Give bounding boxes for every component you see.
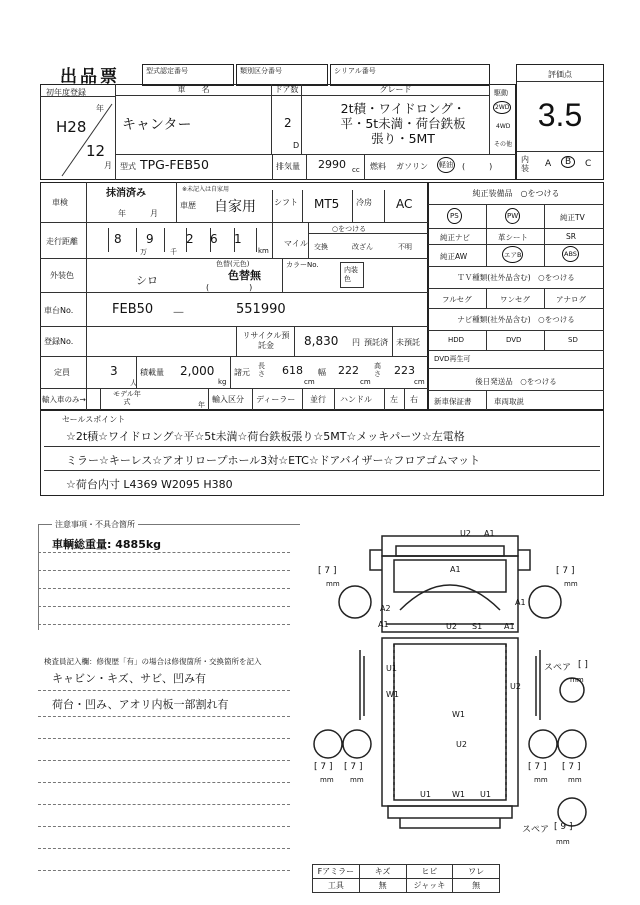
spare-value-1: [ ] — [578, 660, 588, 670]
legend-value: 工具 — [313, 879, 360, 893]
year-suffix: 年 — [96, 104, 104, 113]
recycle-label: リサイクル預託金 — [242, 331, 290, 350]
height-label: 高さ — [374, 362, 381, 378]
equip-tv: 純正TV — [560, 213, 585, 222]
drive-2wd: 2WD — [493, 101, 511, 114]
mileage-digit: 2 — [186, 232, 194, 246]
height-unit: cm — [414, 378, 425, 386]
doors-value: 2 — [284, 116, 292, 130]
equip-ps: PS — [447, 208, 462, 224]
shift-label: シフト — [274, 198, 298, 207]
model-cert-box — [142, 64, 234, 86]
sales-point-line-2: ミラー☆キーレス☆アオリロープホール3対☆ETC☆ドアバイザー☆フロアゴムマット — [66, 454, 481, 467]
sales-point-line-3: ☆荷台内寸 L4369 W2095 H380 — [66, 478, 233, 491]
spare-label-1: スペア — [544, 663, 572, 673]
drive-other: その他 — [494, 141, 513, 148]
cargo-bed — [382, 638, 518, 806]
tread-unit: mm — [570, 676, 584, 684]
serial-number-label: シリアル番号 — [334, 67, 376, 75]
history-value: 自家用 — [214, 199, 256, 215]
diag-bed-u2-center: U2 — [456, 740, 467, 749]
diag-top-a1: A1 — [484, 529, 495, 538]
diag-cab-a1: A1 — [450, 565, 461, 574]
grade-text — [318, 101, 488, 146]
load-value: 2,000 — [180, 364, 215, 378]
tread-front-right: [ 7 ] — [556, 566, 575, 576]
diag-cab-a2: A2 — [380, 604, 391, 613]
mileage-unit: km — [258, 247, 269, 255]
dims-label: 諸元 — [234, 368, 250, 377]
rear-left-wheel-outer — [314, 730, 342, 758]
fuel-diesel: 軽油 — [437, 157, 455, 173]
handle-right: 右 — [410, 395, 418, 404]
tread-unit: mm — [534, 776, 548, 784]
drive-4wd: 4WD — [496, 123, 511, 130]
tv-title: ＴＶ種類(社外品含む) ○をつける — [457, 273, 575, 282]
height-value: 223 — [394, 364, 415, 377]
color-change-original: ( ) — [206, 283, 253, 292]
legend-value: ジャッキ — [406, 879, 453, 893]
score-label: 評価点 — [548, 70, 572, 79]
ac-label: 冷房 — [356, 198, 372, 207]
first-reg-label: 初年度登録 — [46, 88, 86, 97]
load-label: 積載量 — [140, 368, 164, 377]
mileage-label: 走行距離 — [46, 237, 78, 246]
inspector-line-1: キャビン・キズ、サビ、凹み有 — [52, 672, 206, 685]
diag-bed-u1-rear-right: U1 — [480, 790, 491, 799]
length-unit: cm — [304, 378, 315, 386]
import-label: 輸入車のみ→ — [42, 395, 86, 404]
spare-label-2: スペア — [522, 825, 550, 835]
mileage-man: 万 — [140, 248, 147, 256]
spare-value-2: [ 9 ] — [554, 822, 573, 832]
equipment-title: 純正装備品 ○をつける — [472, 189, 560, 198]
first-reg-month: 12 — [86, 142, 106, 160]
equip-navi: 純正ナビ — [440, 233, 470, 242]
import-division-label: 輸入区分 — [212, 395, 244, 404]
diag-bed-u1-rear: U1 — [420, 790, 431, 799]
grade-line-3: 張り・5MT — [371, 131, 435, 146]
equip-leather: 革シート — [498, 233, 528, 242]
history-note: ※未記入は自家用 — [182, 186, 230, 193]
interior-b: B — [561, 156, 575, 168]
tv-fullseg: フルセグ — [442, 295, 472, 304]
chassis-prefix: FEB50 — [112, 302, 154, 317]
rear-right-wheel-inner — [529, 730, 557, 758]
recycle-unit: 円 — [352, 338, 360, 347]
capacity-value: 3 — [110, 364, 118, 378]
length-label: 長さ — [258, 362, 265, 378]
interior-color-label: 内装色 — [344, 266, 358, 283]
equip-aw: 純正AW — [440, 252, 468, 261]
inspector-label: 検査員記入欄：修復歴「有」の場合は修復箇所・交換箇所を記入 — [44, 657, 262, 666]
width-unit: cm — [360, 378, 371, 386]
legend-table — [312, 864, 500, 893]
ac-value: AC — [396, 197, 413, 211]
model-year-label: モデル年式 — [113, 390, 141, 406]
tread-rear-right-inner: [ 7 ] — [528, 762, 547, 772]
recycle-deposited: 預託済 — [364, 338, 388, 347]
diag-cab-a1-rear: A1 — [504, 622, 515, 631]
equip-abs: ABS — [562, 246, 579, 262]
meter-note: ○をつける — [332, 225, 367, 233]
diag-cab-u2: U2 — [446, 622, 457, 631]
gross-vehicle-weight: 車輌総重量: 4885kg — [52, 538, 162, 551]
width-value: 222 — [338, 364, 359, 377]
displacement-unit: cc — [352, 166, 360, 174]
rear-left-wheel-inner — [343, 730, 371, 758]
handle-left: 左 — [390, 395, 398, 404]
model-label: 型式 — [120, 162, 136, 171]
fuel-other: ( ) — [462, 162, 493, 171]
tread-unit: mm — [556, 838, 570, 846]
sales-point-line-1: ☆2t積☆ワイドロング☆平☆5t未満☆荷台鉄板張り☆5MT☆メッキパーツ☆左電格 — [66, 430, 465, 443]
inspection-date: 年 月 — [118, 209, 158, 218]
load-unit: kg — [218, 378, 227, 386]
exterior-color-label: 外装色 — [50, 271, 74, 280]
fuel-gasoline: ガソリン — [396, 162, 428, 171]
recycle-not-deposited: 未預託 — [396, 338, 420, 347]
reg-no-label: 登録No. — [44, 337, 74, 346]
tread-rear-right-outer: [ 7 ] — [562, 762, 581, 772]
dealer-label: ディーラー — [256, 395, 296, 404]
navi-sd: SD — [568, 336, 578, 344]
first-reg-year: H28 — [56, 118, 87, 136]
history-label: 車歴 — [180, 201, 196, 210]
inspection-value: 抹消済み — [106, 188, 146, 199]
after-warranty: 新車保証書 — [434, 397, 472, 406]
grade-label: グレード — [302, 84, 490, 96]
capacity-unit: 人 — [130, 379, 137, 387]
navi-hdd: HDD — [448, 336, 465, 344]
serial-number-box — [330, 64, 490, 86]
width-label: 幅 — [318, 368, 326, 377]
tread-front-left: [ 7 ] — [318, 566, 337, 576]
tv-oneseg: ワンセグ — [500, 295, 530, 304]
car-name: キャンター — [122, 117, 192, 133]
class-number-label: 類別区分番号 — [240, 67, 282, 75]
model-cert-label: 型式認定番号 — [146, 67, 188, 75]
legend-header: Fアミラー — [313, 865, 360, 879]
length-value: 618 — [282, 364, 303, 377]
equip-sr: SR — [566, 232, 576, 241]
mileage-digit: 9 — [146, 232, 154, 246]
tread-unit: mm — [568, 776, 582, 784]
diag-cab-left-a1: A1 — [378, 620, 389, 629]
mileage-digit: 8 — [114, 232, 122, 246]
grade-line-1: 2t積・ワイドロング・ — [340, 101, 466, 116]
class-number-box — [236, 64, 328, 86]
inspector-line-2: 荷台・凹み、アオリ内板一部割れ有 — [52, 698, 229, 711]
tread-unit: mm — [350, 776, 364, 784]
navi-dvd: DVD — [506, 336, 522, 344]
interior-a: A — [545, 159, 552, 169]
legend-value: 無 — [359, 879, 406, 893]
chassis-dash: － — [172, 306, 186, 321]
color-no-label: カラーNo. — [286, 261, 319, 269]
after-manual: 車両取説 — [494, 397, 524, 406]
rear-bumper — [388, 806, 512, 818]
diag-bed-u1-left: U1 — [386, 664, 397, 673]
interior-c: C — [585, 159, 592, 169]
notes-label: 注意事項・不具合箇所 — [52, 519, 138, 530]
mileage-sen: 千 — [170, 248, 177, 256]
legend-value: 無 — [453, 879, 500, 893]
color-change-value: 色替無 — [228, 269, 261, 282]
shift-value: MT5 — [314, 197, 340, 211]
fuel-label: 燃料 — [370, 162, 386, 171]
model-value: TPG-FEB50 — [140, 157, 209, 172]
model-year-unit: 年 — [198, 401, 205, 409]
navi-title: ナビ種類(社外品含む) ○をつける — [457, 315, 575, 324]
legend-header: ヒビ — [406, 865, 453, 879]
tread-unit: mm — [320, 776, 334, 784]
score-box — [516, 64, 604, 180]
displacement-label: 排気量 — [276, 162, 300, 171]
mileage-digit: 1 — [234, 232, 242, 246]
diag-bed-w1-rear: W1 — [452, 790, 465, 799]
chassis-label: 車台No. — [44, 306, 74, 315]
equip-pw: PW — [505, 208, 520, 224]
tread-rear-left-outer: [ 7 ] — [314, 762, 333, 772]
meter-tampered: 改ざん — [352, 243, 373, 251]
mileage-digit: 6 — [210, 232, 218, 246]
form-title: 出品票 — [60, 67, 120, 87]
meter-label: マイル — [284, 239, 308, 248]
month-suffix: 月 — [104, 161, 112, 170]
rear-right-wheel-outer — [558, 730, 586, 758]
tread-unit: mm — [326, 580, 340, 588]
equip-airbag: エアB — [502, 246, 523, 263]
front-right-wheel — [529, 586, 561, 618]
inspection-label: 車検 — [52, 198, 68, 207]
after-ship-title: 後日発送品 ○をつける — [475, 377, 557, 386]
chassis-number: 551990 — [236, 302, 286, 317]
recycle-value: 8,830 — [304, 334, 339, 348]
displacement-value: 2990 — [318, 158, 346, 171]
tv-analog: アナログ — [556, 295, 586, 304]
diag-bed-w1-center: W1 — [452, 710, 465, 719]
car-name-label: 車 名 — [116, 84, 272, 96]
dvd-playback-label: DVD再生可 — [434, 355, 471, 363]
legend-header: ワレ — [453, 865, 500, 879]
interior-label: 内装 — [521, 155, 529, 173]
capacity-label: 定員 — [54, 368, 70, 377]
diag-bed-u2-right: U2 — [510, 682, 521, 691]
parallel-label: 並行 — [310, 395, 326, 404]
drive-label: 駆動 — [494, 89, 508, 97]
exterior-color-value: シロ — [136, 274, 158, 287]
tread-rear-left-inner: [ 7 ] — [344, 762, 363, 772]
diag-bed-w1-left: W1 — [386, 690, 399, 699]
diag-top-u2: U2 — [460, 529, 471, 538]
tread-unit: mm — [564, 580, 578, 588]
meter-unknown: 不明 — [398, 243, 412, 251]
handle-label: ハンドル — [340, 395, 372, 404]
sales-points-label: セールスポイント — [62, 415, 126, 424]
front-left-wheel — [339, 586, 371, 618]
doors-label: ドア数 — [272, 84, 302, 96]
diag-cab-s1: S1 — [472, 622, 483, 631]
meter-exchanged: 交換 — [314, 243, 328, 251]
legend-header: キズ — [359, 865, 406, 879]
grade-line-2: 平・5t未満・荷台鉄板 — [340, 116, 466, 131]
color-change-label: 色替(元色) — [216, 260, 250, 268]
diag-cab-right-a1: A1 — [515, 598, 526, 607]
doors-suffix: D — [293, 141, 300, 150]
score-value: 3.5 — [537, 97, 583, 133]
